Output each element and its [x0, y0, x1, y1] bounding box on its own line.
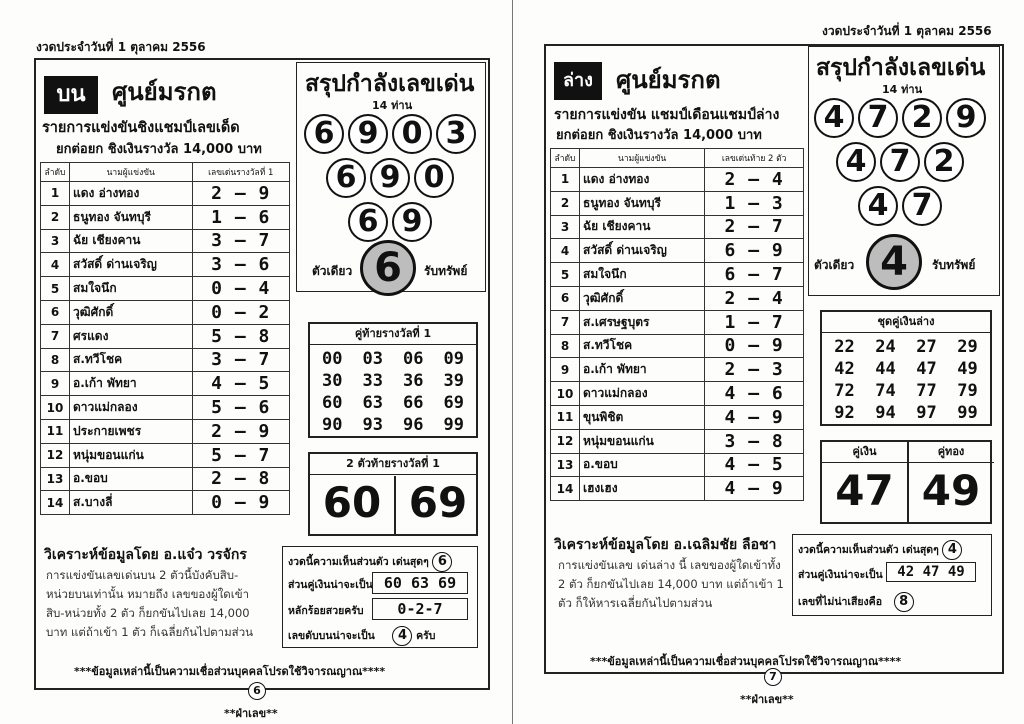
- right-money-pair-label: คู่เงิน: [822, 442, 907, 463]
- left-disclaimer: ***ข้อมูลเหล่านี้เป็นความเชื่อส่วนบุคคลโปรดใช้วิจารณญาณ****: [74, 665, 386, 678]
- number-cell: 03: [362, 349, 383, 369]
- left-subtitle-2: ยกต่อยก ชิงเงินรางวัล 14,000 บาท: [56, 142, 262, 157]
- pair-cell: 3 – 7: [192, 229, 290, 253]
- table-row: [551, 239, 804, 263]
- name-cell: วุฒิศักดิ์: [580, 286, 705, 310]
- name-cell: ฉัย เชียงคาน: [580, 215, 705, 239]
- right-opinion-3-value: 8: [894, 592, 914, 612]
- table-row: [41, 443, 290, 467]
- left-summary-count: 14 ท่าน: [372, 99, 413, 112]
- rank-cell: 9: [551, 358, 580, 382]
- page-divider: [512, 0, 513, 724]
- number-cell: 27: [916, 337, 937, 357]
- right-opinion-3-label: เลขที่ไม่น่าเสียงคือ: [798, 596, 883, 608]
- right-footer: **ฝ่าเลข**: [740, 693, 794, 706]
- right-opinion-2-value: 42 47 49: [886, 562, 976, 582]
- pair-cell: 3 – 7: [192, 348, 290, 372]
- right-page-number: 7: [764, 668, 782, 686]
- rank-cell: 12: [551, 429, 580, 453]
- left-opinion-1-label: งวดนี้ความเห็นส่วนตัว เด่นสุดๆ: [288, 556, 429, 568]
- right-summary-count: 14 ท่าน: [882, 83, 923, 96]
- pyramid-digit-circle: 4: [814, 98, 854, 138]
- left-single-suffix: รับทรัพย์: [424, 264, 468, 278]
- name-cell: อ.เก้า พัทยา: [70, 372, 193, 396]
- number-cell: 36: [403, 371, 424, 391]
- left-brand-badge: บน: [44, 76, 98, 114]
- right-analysis-title: วิเคราะห์ข้อมูลโดย อ.เฉลิมชัย ลือชา: [554, 537, 777, 553]
- number-cell: 24: [875, 337, 896, 357]
- rank-cell: 1: [551, 168, 580, 192]
- rank-cell: 13: [551, 453, 580, 477]
- rank-cell: 11: [41, 419, 70, 443]
- rank-cell: 12: [41, 443, 70, 467]
- pair-cell: 2 – 9: [192, 419, 290, 443]
- left-subtitle-1: รายการแข่งขันชิงแชมป์เลขเด็ด: [42, 120, 240, 136]
- table-row: [41, 348, 290, 372]
- rank-cell: 3: [551, 215, 580, 239]
- left-opinion-3-value: 0-2-7: [372, 598, 468, 620]
- right-col-pair: เลขเด่นท้าย 2 ตัว: [705, 149, 804, 168]
- name-cell: หนุ่มขอนแก่น: [580, 429, 705, 453]
- name-cell: ธนูทอง จันทบุรี: [580, 191, 705, 215]
- pair-cell: 0 – 9: [192, 491, 290, 515]
- name-cell: เฮงเฮง: [580, 477, 705, 501]
- right-opinion-2-label: ส่วนคู่เงินน่าจะเป็น: [798, 569, 883, 581]
- pair-cell: 6 – 9: [705, 239, 804, 263]
- right-money-pair-title: ชุดคู่เงินล่าง: [822, 312, 990, 333]
- number-cell: 00: [322, 349, 343, 369]
- pair-cell: 6 – 7: [705, 263, 804, 287]
- left-last-pair-title: คู่ท้ายรางวัลที่ 1: [310, 324, 476, 345]
- number-cell: 63: [362, 393, 383, 413]
- rank-cell: 6: [551, 286, 580, 310]
- pyramid-digit-circle: 2: [902, 98, 942, 138]
- left-last-pair-box: [308, 322, 478, 438]
- rank-cell: 2: [551, 191, 580, 215]
- right-analysis-body: การแข่งขันเลข เด่นล่าง นี้ เลขของผู้ใดเข้าทั้ง 2 ตัว ก็ยกขันไปเลย 14,000 บาท แต่ถ้าเข้า 1 ตัว ก็ให้หารเฉลี่ยกันไปตามส่วน: [558, 558, 784, 610]
- name-cell: สวัสดิ์ ด่านเจริญ: [580, 239, 705, 263]
- left-single-label: ตัวเดียว: [312, 264, 353, 278]
- pair-cell: 0 – 2: [192, 300, 290, 324]
- pair-cell: 4 – 5: [705, 453, 804, 477]
- pyramid-digit-circle: 2: [924, 142, 964, 182]
- table-row: [551, 215, 804, 239]
- right-subtitle-1: รายการแข่งขัน แชมป์เดือนแชมป์ล่าง: [554, 107, 780, 123]
- rank-cell: 10: [41, 396, 70, 420]
- table-row: [41, 253, 290, 277]
- number-cell: 22: [834, 337, 855, 357]
- right-money-pair-grid: [822, 333, 990, 427]
- pair-cell: 2 – 7: [705, 215, 804, 239]
- right-disclaimer: ***ข้อมูลเหล่านี้เป็นความเชื่อส่วนบุคคลโปรดใช้วิจารณญาณ****: [590, 655, 902, 668]
- right-col-name: นามผู้แข่งขัน: [580, 149, 705, 168]
- right-opinion-row-2: [798, 566, 883, 583]
- left-last-pair-grid: [310, 345, 476, 439]
- table-row: [551, 358, 804, 382]
- rank-cell: 6: [41, 300, 70, 324]
- table-row: [551, 263, 804, 287]
- pyramid-digit-circle: 4: [836, 142, 876, 182]
- table-row: [41, 229, 290, 253]
- pair-cell: 2 – 3: [705, 358, 804, 382]
- rank-cell: 8: [41, 348, 70, 372]
- left-single-number-circle: 6: [360, 240, 416, 296]
- number-cell: 90: [322, 415, 343, 435]
- pyramid-digit-circle: 9: [348, 114, 388, 154]
- pyramid-digit-circle: 9: [946, 98, 986, 138]
- pyramid-digit-circle: 7: [902, 186, 942, 226]
- rank-cell: 4: [551, 239, 580, 263]
- pyramid-digit-circle: 0: [414, 158, 454, 198]
- name-cell: ดาวแม่กลอง: [70, 396, 193, 420]
- name-cell: วุฒิศักดิ์: [70, 300, 193, 324]
- rank-cell: 5: [41, 277, 70, 301]
- left-summary-title: สรุปกำลังเลขเด่น: [305, 71, 475, 97]
- number-cell: 47: [916, 359, 937, 379]
- table-row: [41, 372, 290, 396]
- right-subtitle-2: ยกต่อยก ชิงเงินรางวัล 14,000 บาท: [556, 128, 762, 143]
- pair-cell: 4 – 6: [705, 382, 804, 406]
- table-row: [41, 324, 290, 348]
- left-page: [0, 0, 510, 724]
- table-row: [551, 334, 804, 358]
- number-cell: 97: [916, 403, 937, 423]
- pair-cell: 1 – 3: [705, 191, 804, 215]
- number-cell: 77: [916, 381, 937, 401]
- table-row: [551, 477, 804, 501]
- name-cell: สวัสดิ์ ด่านเจริญ: [70, 253, 193, 277]
- table-row: [41, 277, 290, 301]
- rank-cell: 2: [41, 205, 70, 229]
- table-row: [551, 286, 804, 310]
- right-gold-pair-value: 49: [921, 466, 981, 515]
- left-opinion-row-2: [288, 576, 373, 593]
- left-opinion-4-label: เลขดับบนน่าจะเป็น: [288, 630, 375, 642]
- name-cell: สมใจนึก: [580, 263, 705, 287]
- pyramid-digit-circle: 7: [880, 142, 920, 182]
- number-cell: 42: [834, 359, 855, 379]
- right-opinion-row-3: [798, 592, 914, 612]
- right-gold-pair-box: [820, 440, 992, 524]
- number-cell: 66: [403, 393, 424, 413]
- name-cell: อ.เก้า พัทยา: [580, 358, 705, 382]
- rank-cell: 10: [551, 382, 580, 406]
- number-cell: 44: [875, 359, 896, 379]
- left-col-name: นามผู้แข่งขัน: [70, 163, 193, 182]
- number-cell: 72: [834, 381, 855, 401]
- name-cell: หนุ่มขอนแก่น: [70, 443, 193, 467]
- rank-cell: 4: [41, 253, 70, 277]
- table-row: [41, 419, 290, 443]
- right-brand-name: ศูนย์มรกต: [616, 66, 721, 94]
- pair-cell: 2 – 8: [192, 467, 290, 491]
- left-issue-date: งวดประจำวันที่ 1 ตุลาคม 2556: [36, 40, 206, 54]
- name-cell: ดาวแม่กลอง: [580, 382, 705, 406]
- pair-cell: 1 – 6: [192, 205, 290, 229]
- name-cell: ส.บางลี่: [70, 491, 193, 515]
- table-row: [551, 429, 804, 453]
- number-cell: 94: [875, 403, 896, 423]
- number-cell: 93: [362, 415, 383, 435]
- table-row: [551, 191, 804, 215]
- table-row: [551, 453, 804, 477]
- pair-cell: 5 – 7: [192, 443, 290, 467]
- name-cell: อ.ขอบ: [70, 467, 193, 491]
- table-row: [41, 300, 290, 324]
- left-brand-name: ศูนย์มรกต: [112, 78, 217, 106]
- pair-cell: 2 – 9: [192, 182, 290, 206]
- name-cell: สมใจนึก: [70, 277, 193, 301]
- rank-cell: 5: [551, 263, 580, 287]
- right-money-pair-value: 47: [835, 466, 894, 515]
- left-two-digit-title: 2 ตัวท้ายรางวัลที่ 1: [310, 454, 476, 475]
- right-money-pair-box: [820, 310, 992, 426]
- pair-cell: 2 – 4: [705, 168, 804, 192]
- pair-cell: 4 – 9: [705, 405, 804, 429]
- pyramid-digit-circle: 9: [392, 202, 432, 242]
- rank-cell: 11: [551, 405, 580, 429]
- pair-cell: 0 – 4: [192, 277, 290, 301]
- left-opinion-4-suffix: ครับ: [416, 630, 436, 642]
- pyramid-digit-circle: 6: [348, 202, 388, 242]
- table-row: [551, 310, 804, 334]
- pyramid-digit-circle: 6: [326, 158, 366, 198]
- table-row: [551, 382, 804, 406]
- left-page-number: 6: [248, 682, 266, 700]
- pyramid-digit-circle: 0: [392, 114, 432, 154]
- right-single-number-circle: 4: [866, 234, 922, 290]
- number-cell: 92: [834, 403, 855, 423]
- right-single-suffix: รับทรัพย์: [932, 258, 976, 272]
- pair-cell: 0 – 9: [705, 334, 804, 358]
- number-cell: 96: [403, 415, 424, 435]
- table-row: [41, 396, 290, 420]
- name-cell: ฉัย เชียงคาน: [70, 229, 193, 253]
- left-opinion-row-3: [288, 602, 364, 619]
- number-cell: 09: [443, 349, 464, 369]
- number-cell: 33: [362, 371, 383, 391]
- number-cell: 99: [957, 403, 978, 423]
- name-cell: อ.ขอบ: [580, 453, 705, 477]
- pyramid-digit-circle: 7: [858, 98, 898, 138]
- pair-cell: 4 – 5: [192, 372, 290, 396]
- left-analysis-body: การแข่งขันเลขเด่นบน 2 ตัวนี้บังคับสิบ-หน่วยบนเท่านั้น หมายถึง เลขของผู้ใดเข้าสิบ-หน่วยทั้ง 2 ตัว ก็ยกขันไปเลย 14,000 บาท แต่ถ้าเข้า 1 ตัว ก็เฉลี่ยกันไปตามส่วน: [46, 568, 254, 639]
- left-opinion-row-4: [288, 626, 435, 646]
- right-gold-pair-label: คู่ทอง: [908, 442, 994, 463]
- name-cell: แดง อ่างทอง: [70, 182, 193, 206]
- number-cell: 30: [322, 371, 343, 391]
- number-cell: 60: [322, 393, 343, 413]
- left-opinion-4-value: 4: [392, 626, 412, 646]
- right-ranking-table: [550, 148, 804, 501]
- right-opinion-1-label: งวดนี้ความเห็นส่วนตัว เด่นสุดๆ: [798, 544, 939, 556]
- pair-cell: 2 – 4: [705, 286, 804, 310]
- pyramid-digit-circle: 6: [304, 114, 344, 154]
- right-page: [514, 0, 1024, 724]
- number-cell: 06: [403, 349, 424, 369]
- name-cell: ขุนพิชิต: [580, 405, 705, 429]
- left-analysis-title: วิเคราะห์ข้อมูลโดย อ.แจ๋ว วรจักร: [44, 547, 247, 563]
- left-opinion-1-value: 6: [432, 552, 452, 572]
- left-col-pair: เลขเด่นรางวัลที่ 1: [192, 163, 290, 182]
- table-row: [551, 168, 804, 192]
- name-cell: ธนูทอง จันทบุรี: [70, 205, 193, 229]
- rank-cell: 14: [41, 491, 70, 515]
- left-opinion-2-label: ส่วนคู่เงินน่าจะเป็น: [288, 579, 373, 591]
- pair-cell: 1 – 7: [705, 310, 804, 334]
- rank-cell: 14: [551, 477, 580, 501]
- left-ranking-table: [40, 162, 290, 515]
- left-opinion-2-value: 60 63 69: [372, 572, 468, 594]
- pair-cell: 3 – 6: [192, 253, 290, 277]
- right-summary-title: สรุปกำลังเลขเด่น: [816, 55, 986, 81]
- pyramid-digit-circle: 9: [370, 158, 410, 198]
- rank-cell: 13: [41, 467, 70, 491]
- number-cell: 49: [957, 359, 978, 379]
- table-row: [41, 205, 290, 229]
- rank-cell: 7: [41, 324, 70, 348]
- table-row: [41, 467, 290, 491]
- name-cell: ส.เศรษฐบุตร: [580, 310, 705, 334]
- rank-cell: 7: [551, 310, 580, 334]
- table-row: [41, 182, 290, 206]
- number-cell: 79: [957, 381, 978, 401]
- pair-cell: 5 – 8: [192, 324, 290, 348]
- number-cell: 39: [443, 371, 464, 391]
- table-row: [41, 491, 290, 515]
- pair-cell: 3 – 8: [705, 429, 804, 453]
- right-opinion-row-1: [798, 540, 962, 560]
- number-cell: 74: [875, 381, 896, 401]
- right-col-rank: ลำดับ: [551, 149, 580, 168]
- name-cell: ส.ทวีโชค: [580, 334, 705, 358]
- rank-cell: 8: [551, 334, 580, 358]
- pair-cell: 5 – 6: [192, 396, 290, 420]
- right-brand-badge: ล่าง: [554, 62, 602, 100]
- rank-cell: 9: [41, 372, 70, 396]
- pyramid-digit-circle: 3: [436, 114, 476, 154]
- left-two-digit-b: 69: [408, 478, 468, 527]
- left-opinion-3-label: หลักร้อยสวยครับ: [288, 605, 364, 617]
- name-cell: ศรแดง: [70, 324, 193, 348]
- number-cell: 99: [443, 415, 464, 435]
- right-single-label: ตัวเดียว: [814, 258, 855, 272]
- name-cell: ประกายเพชร: [70, 419, 193, 443]
- number-cell: 69: [443, 393, 464, 413]
- number-cell: 29: [957, 337, 978, 357]
- left-col-rank: ลำดับ: [41, 163, 70, 182]
- pair-cell: 4 – 9: [705, 477, 804, 501]
- left-two-digit-box: [308, 452, 478, 536]
- left-footer: **ฝ่าเลข**: [224, 707, 278, 720]
- rank-cell: 1: [41, 182, 70, 206]
- pyramid-digit-circle: 4: [858, 186, 898, 226]
- right-issue-date: งวดประจำวันที่ 1 ตุลาคม 2556: [822, 24, 992, 38]
- right-opinion-1-value: 4: [942, 540, 962, 560]
- name-cell: ส.ทวีโชค: [70, 348, 193, 372]
- left-two-digit-a: 60: [322, 478, 382, 527]
- name-cell: แดง อ่างทอง: [580, 168, 705, 192]
- rank-cell: 3: [41, 229, 70, 253]
- left-opinion-row-1: [288, 552, 452, 572]
- table-row: [551, 405, 804, 429]
